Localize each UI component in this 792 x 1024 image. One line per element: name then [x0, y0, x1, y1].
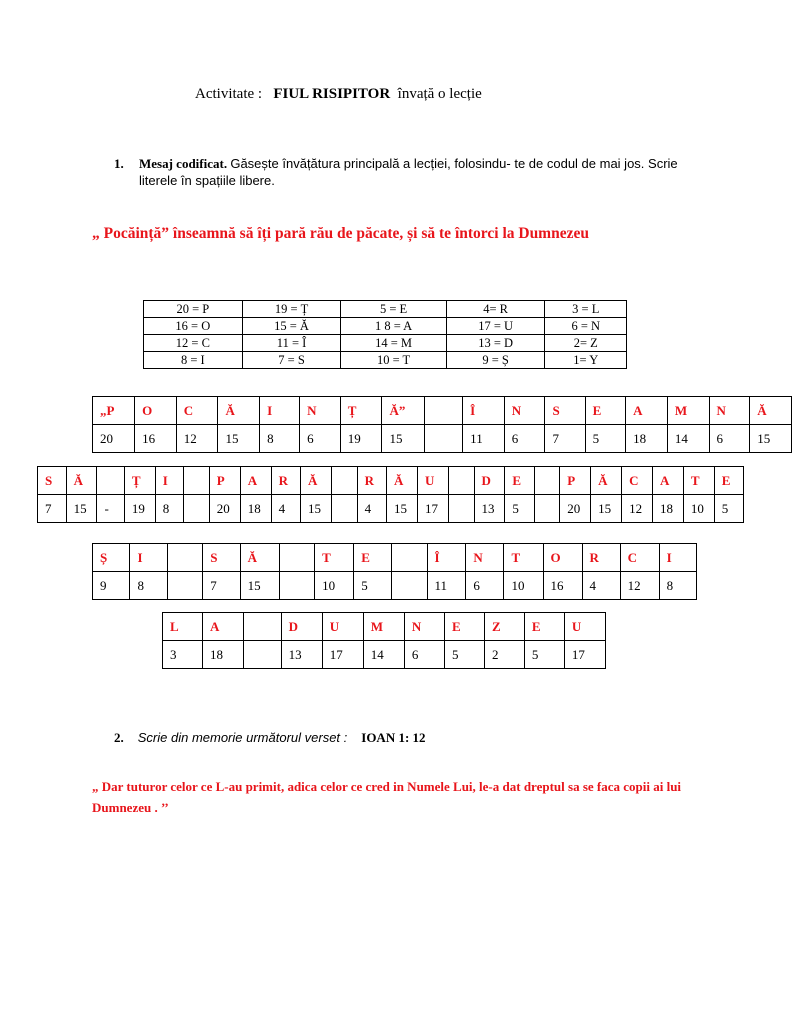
- code-row: [144, 335, 627, 352]
- puzzle-letters-row: [93, 397, 792, 425]
- letter-cell[interactable]: M: [363, 613, 404, 641]
- code-cell: 15 = Ă: [242, 318, 341, 335]
- number-cell[interactable]: 5: [524, 641, 564, 669]
- puzzle-letters-row: [38, 467, 744, 495]
- letter-cell[interactable]: S: [545, 397, 585, 425]
- letter-cell[interactable]: C: [176, 397, 218, 425]
- number-cell[interactable]: 7: [203, 572, 240, 600]
- puzzle-letters-row: [93, 544, 697, 572]
- letter-cell[interactable]: N: [504, 397, 545, 425]
- number-cell[interactable]: 18: [202, 641, 243, 669]
- number-cell[interactable]: 12: [620, 572, 659, 600]
- code-cell: 14 = M: [341, 335, 446, 352]
- number-cell[interactable]: 17: [564, 641, 605, 669]
- decoded-message: „ Pocăință” înseamnă să îți pară rău de păcate, și să te întorci la Dumnezeu: [92, 225, 589, 242]
- letter-cell[interactable]: O: [135, 397, 177, 425]
- code-cell: 10 = T: [341, 352, 446, 369]
- letter-cell[interactable]: I: [260, 397, 300, 425]
- number-cell[interactable]: 18: [240, 495, 271, 523]
- letter-cell[interactable]: U: [322, 613, 363, 641]
- letter-cell[interactable]: [448, 467, 474, 495]
- letter-cell[interactable]: [184, 467, 210, 495]
- letter-cell[interactable]: E: [524, 613, 564, 641]
- letter-cell[interactable]: [279, 544, 314, 572]
- number-cell[interactable]: 16: [543, 572, 582, 600]
- number-cell[interactable]: [279, 572, 314, 600]
- letter-cell[interactable]: I: [155, 467, 183, 495]
- number-cell[interactable]: [167, 572, 202, 600]
- number-cell[interactable]: 12: [176, 425, 218, 453]
- code-table: [143, 300, 627, 369]
- number-cell[interactable]: 10: [683, 495, 714, 523]
- letter-cell[interactable]: R: [582, 544, 620, 572]
- letter-cell[interactable]: [392, 544, 427, 572]
- verse-text: „ Dar tuturor celor ce L-au primit, adica celor ce cred in Numele Lui, le-a dat dreptul sa se faca copii ai lui Dumnezeu . ’’: [92, 779, 682, 815]
- code-row: [144, 318, 627, 335]
- number-cell[interactable]: 15: [218, 425, 260, 453]
- letter-cell[interactable]: N: [466, 544, 504, 572]
- letter-cell[interactable]: S: [203, 544, 240, 572]
- code-cell: 1 8 = A: [341, 318, 446, 335]
- number-cell[interactable]: 8: [155, 495, 183, 523]
- question-1-text: [139, 155, 699, 189]
- code-cell: 17 = U: [446, 318, 545, 335]
- letter-cell[interactable]: U: [417, 467, 448, 495]
- letter-cell[interactable]: [331, 467, 357, 495]
- code-cell: 20 = P: [144, 301, 243, 318]
- code-cell: 16 = O: [144, 318, 243, 335]
- number-cell[interactable]: [244, 641, 282, 669]
- number-cell[interactable]: 15: [240, 572, 279, 600]
- verse-reference: IOAN 1: 12: [361, 730, 426, 745]
- letter-cell[interactable]: Ț: [124, 467, 155, 495]
- letter-cell[interactable]: Ă: [750, 397, 792, 425]
- letter-cell[interactable]: U: [564, 613, 605, 641]
- number-cell[interactable]: 15: [301, 495, 332, 523]
- puzzle-row-1: [92, 396, 792, 453]
- letter-cell[interactable]: E: [714, 467, 743, 495]
- letter-cell[interactable]: [167, 544, 202, 572]
- letter-cell[interactable]: E: [445, 613, 485, 641]
- letter-cell[interactable]: P: [209, 467, 240, 495]
- letter-cell[interactable]: [244, 613, 282, 641]
- page-title: [195, 86, 482, 103]
- letter-cell[interactable]: E: [585, 397, 626, 425]
- letter-cell[interactable]: Î: [463, 397, 505, 425]
- number-cell[interactable]: 7: [38, 495, 67, 523]
- number-cell[interactable]: -: [97, 495, 124, 523]
- code-cell: 11 = Î: [242, 335, 341, 352]
- title-prefix: Activitate :: [195, 86, 263, 102]
- letter-cell[interactable]: D: [474, 467, 505, 495]
- number-cell[interactable]: 15: [387, 495, 418, 523]
- question-2-number: 2.: [114, 730, 124, 745]
- number-cell[interactable]: 19: [124, 495, 155, 523]
- number-cell[interactable]: 18: [626, 425, 668, 453]
- letter-cell[interactable]: Ă: [301, 467, 332, 495]
- number-cell[interactable]: 2: [484, 641, 524, 669]
- title-suffix: învață o lecție: [397, 86, 482, 102]
- code-cell: 8 = I: [144, 352, 243, 369]
- number-cell[interactable]: [331, 495, 357, 523]
- letter-cell[interactable]: O: [543, 544, 582, 572]
- letter-cell[interactable]: N: [300, 397, 341, 425]
- letter-cell[interactable]: E: [505, 467, 534, 495]
- letter-cell[interactable]: Ă: [66, 467, 97, 495]
- number-cell[interactable]: 6: [709, 425, 750, 453]
- letter-cell[interactable]: A: [240, 467, 271, 495]
- number-cell[interactable]: 15: [66, 495, 97, 523]
- number-cell[interactable]: 4: [582, 572, 620, 600]
- letter-cell[interactable]: C: [622, 467, 653, 495]
- letter-cell[interactable]: R: [271, 467, 300, 495]
- code-cell: 6 = N: [545, 318, 627, 335]
- letter-cell[interactable]: Ă: [218, 397, 260, 425]
- number-cell[interactable]: 13: [474, 495, 505, 523]
- code-cell: 2= Z: [545, 335, 627, 352]
- puzzle-letters-row: [163, 613, 606, 641]
- number-cell[interactable]: 6: [300, 425, 341, 453]
- number-cell[interactable]: 8: [659, 572, 696, 600]
- question-2-text: Scrie din memorie următorul verset :: [137, 730, 348, 745]
- number-cell[interactable]: 6: [466, 572, 504, 600]
- number-cell[interactable]: 15: [591, 495, 622, 523]
- code-row: [144, 301, 627, 318]
- number-cell[interactable]: 16: [135, 425, 177, 453]
- number-cell[interactable]: 15: [750, 425, 792, 453]
- letter-cell[interactable]: T: [504, 544, 543, 572]
- puzzle-row-4: [162, 612, 606, 669]
- puzzle-numbers-row: [93, 425, 792, 453]
- number-cell[interactable]: 5: [714, 495, 743, 523]
- number-cell[interactable]: 14: [363, 641, 404, 669]
- number-cell[interactable]: 8: [260, 425, 300, 453]
- letter-cell[interactable]: A: [652, 467, 683, 495]
- number-cell[interactable]: 9: [93, 572, 130, 600]
- code-cell: 12 = C: [144, 335, 243, 352]
- code-row: [144, 352, 627, 369]
- number-cell[interactable]: [392, 572, 427, 600]
- letter-cell[interactable]: I: [659, 544, 696, 572]
- puzzle-numbers-row: [93, 572, 697, 600]
- code-cell: 7 = S: [242, 352, 341, 369]
- number-cell[interactable]: 20: [560, 495, 591, 523]
- number-cell[interactable]: 19: [340, 425, 382, 453]
- letter-cell[interactable]: [534, 467, 560, 495]
- number-cell[interactable]: 15: [382, 425, 424, 453]
- code-cell: 5 = E: [341, 301, 446, 318]
- letter-cell[interactable]: M: [667, 397, 709, 425]
- letter-cell[interactable]: I: [130, 544, 167, 572]
- question-1-label: Mesaj codificat.: [139, 156, 228, 171]
- number-cell[interactable]: 4: [271, 495, 300, 523]
- number-cell[interactable]: [534, 495, 560, 523]
- letter-cell[interactable]: L: [163, 613, 203, 641]
- puzzle-row-2: [37, 466, 744, 523]
- number-cell[interactable]: 17: [417, 495, 448, 523]
- number-cell[interactable]: 3: [163, 641, 203, 669]
- code-cell: 3 = L: [545, 301, 627, 318]
- question-1-instructions: Găsește învățătura principală a lecției, folosindu- te de codul de mai jos. Scrie literele în spațiile libere.: [139, 156, 678, 188]
- letter-cell[interactable]: Î: [427, 544, 466, 572]
- number-cell[interactable]: 20: [209, 495, 240, 523]
- letter-cell[interactable]: A: [202, 613, 243, 641]
- letter-cell[interactable]: Ă: [387, 467, 418, 495]
- number-cell[interactable]: 7: [545, 425, 585, 453]
- number-cell[interactable]: 5: [505, 495, 534, 523]
- number-cell[interactable]: [448, 495, 474, 523]
- code-cell: 13 = D: [446, 335, 545, 352]
- letter-cell[interactable]: Ă: [591, 467, 622, 495]
- number-cell[interactable]: 12: [622, 495, 653, 523]
- number-cell[interactable]: 8: [130, 572, 167, 600]
- number-cell[interactable]: 11: [463, 425, 505, 453]
- number-cell[interactable]: 6: [404, 641, 444, 669]
- code-cell: 1= Y: [545, 352, 627, 369]
- number-cell[interactable]: 13: [281, 641, 322, 669]
- letter-cell[interactable]: N: [404, 613, 444, 641]
- number-cell[interactable]: 14: [667, 425, 709, 453]
- letter-cell[interactable]: A: [626, 397, 668, 425]
- letter-cell[interactable]: T: [683, 467, 714, 495]
- letter-cell[interactable]: P: [560, 467, 591, 495]
- number-cell[interactable]: 10: [315, 572, 354, 600]
- letter-cell[interactable]: C: [620, 544, 659, 572]
- letter-cell[interactable]: „P: [93, 397, 135, 425]
- question-2: [114, 730, 426, 746]
- number-cell[interactable]: 4: [357, 495, 386, 523]
- letter-cell[interactable]: Ț: [340, 397, 382, 425]
- puzzle-numbers-row: [163, 641, 606, 669]
- puzzle-row-3: [92, 543, 697, 600]
- letter-cell[interactable]: [97, 467, 124, 495]
- number-cell[interactable]: 5: [354, 572, 392, 600]
- letter-cell[interactable]: Ă”: [382, 397, 424, 425]
- title-main: FIUL RISIPITOR: [273, 86, 391, 102]
- number-cell[interactable]: 5: [445, 641, 485, 669]
- letter-cell[interactable]: S: [38, 467, 67, 495]
- number-cell[interactable]: 20: [93, 425, 135, 453]
- number-cell[interactable]: 18: [652, 495, 683, 523]
- number-cell[interactable]: 17: [322, 641, 363, 669]
- puzzle-numbers-row: [38, 495, 744, 523]
- number-cell[interactable]: [424, 425, 462, 453]
- letter-cell[interactable]: T: [315, 544, 354, 572]
- number-cell[interactable]: 10: [504, 572, 543, 600]
- code-cell: 4= R: [446, 301, 545, 318]
- code-cell: 19 = Ț: [242, 301, 341, 318]
- letter-cell[interactable]: Ă: [240, 544, 279, 572]
- letter-cell[interactable]: R: [357, 467, 386, 495]
- letter-cell[interactable]: N: [709, 397, 750, 425]
- number-cell[interactable]: 11: [427, 572, 466, 600]
- letter-cell[interactable]: [424, 397, 462, 425]
- code-cell: 9 = Ș: [446, 352, 545, 369]
- number-cell[interactable]: [184, 495, 210, 523]
- letter-cell[interactable]: Z: [484, 613, 524, 641]
- question-1-number: 1.: [114, 156, 124, 171]
- number-cell[interactable]: 6: [504, 425, 545, 453]
- letter-cell[interactable]: D: [281, 613, 322, 641]
- letter-cell[interactable]: E: [354, 544, 392, 572]
- letter-cell[interactable]: Ș: [93, 544, 130, 572]
- number-cell[interactable]: 5: [585, 425, 626, 453]
